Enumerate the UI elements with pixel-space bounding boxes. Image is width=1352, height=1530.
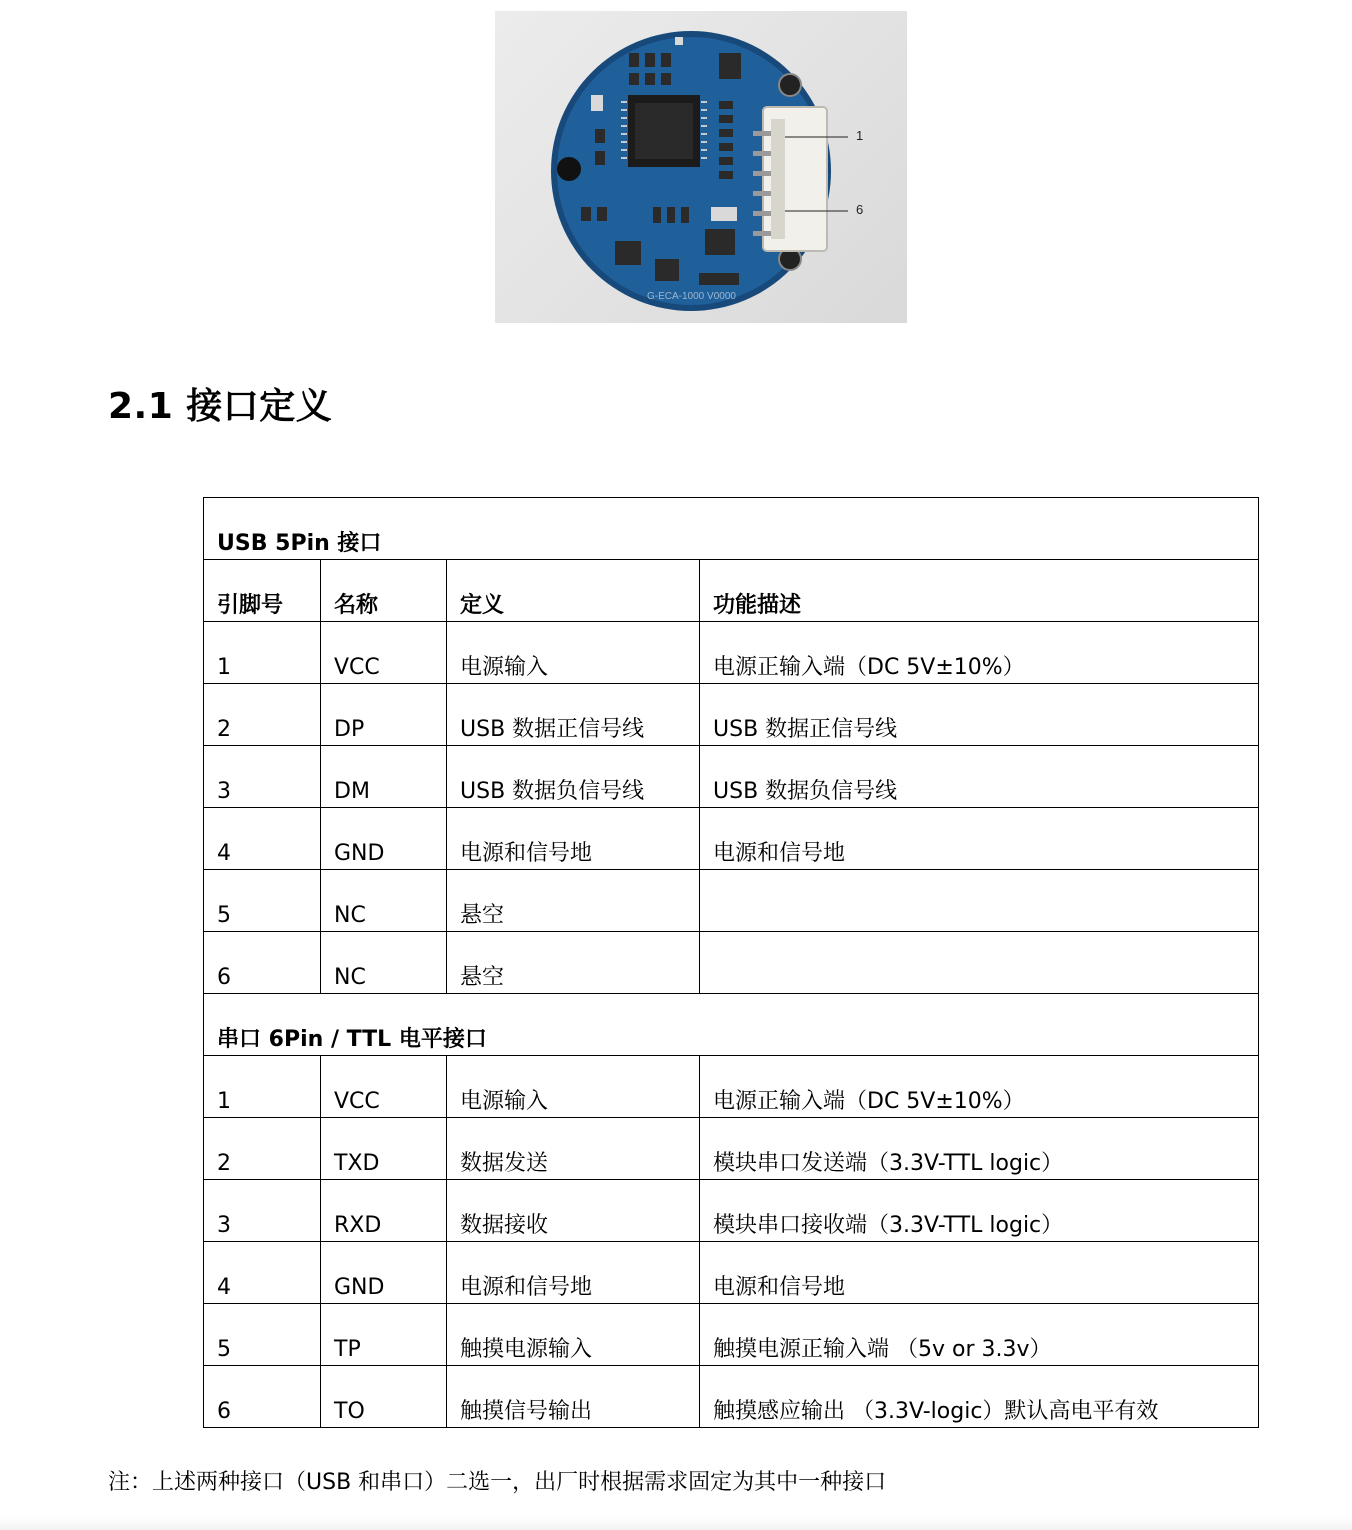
- pin-name: GND: [321, 808, 447, 870]
- pin-number: 2: [204, 1118, 321, 1180]
- header-description: 功能描述: [700, 560, 1259, 622]
- pin-name: NC: [321, 932, 447, 994]
- pin-name: NC: [321, 870, 447, 932]
- pin-definition: 悬空: [447, 932, 700, 994]
- pin-description: 触摸感应输出 （3.3V-logic）默认高电平有效: [700, 1366, 1259, 1428]
- pin-description: 模块串口接收端（3.3V-TTL logic）: [700, 1180, 1259, 1242]
- pin-description: [700, 932, 1259, 994]
- footnote: 注：上述两种接口（USB 和串口）二选一，出厂时根据需求固定为其中一种接口: [108, 1470, 887, 1495]
- usb-group-title: USB 5Pin 接口: [204, 498, 1259, 560]
- pin-number: 6: [204, 1366, 321, 1428]
- header-definition: 定义: [447, 560, 700, 622]
- interface-definition-table: [203, 497, 1259, 1428]
- table-header-row: [204, 560, 1259, 622]
- table-row: [204, 1304, 1259, 1366]
- table-row: [204, 1180, 1259, 1242]
- pin-definition: 电源和信号地: [447, 808, 700, 870]
- pin-number: 4: [204, 808, 321, 870]
- table-row: [204, 684, 1259, 746]
- pin-description: [700, 870, 1259, 932]
- pin-name: VCC: [321, 622, 447, 684]
- pin-definition: 数据发送: [447, 1118, 700, 1180]
- pin-number: 4: [204, 1242, 321, 1304]
- pin-name: DM: [321, 746, 447, 808]
- pin-description: 电源正输入端（DC 5V±10%）: [700, 1056, 1259, 1118]
- board-silkscreen: G-ECA-1000 V0000: [647, 291, 736, 302]
- pin-definition: 悬空: [447, 870, 700, 932]
- pin-name: DP: [321, 684, 447, 746]
- pin-description: 电源和信号地: [700, 1242, 1259, 1304]
- table-row: [204, 1242, 1259, 1304]
- pin-number: 5: [204, 1304, 321, 1366]
- table-row: [204, 932, 1259, 994]
- pin-number: 1: [204, 1056, 321, 1118]
- pin-description: USB 数据负信号线: [700, 746, 1259, 808]
- pin-name: RXD: [321, 1180, 447, 1242]
- page-bottom-shade: [0, 1516, 1352, 1530]
- pin-name: TP: [321, 1304, 447, 1366]
- table-row: [204, 1366, 1259, 1428]
- serial-group-title: 串口 6Pin / TTL 电平接口: [204, 994, 1259, 1056]
- header-pin-number: 引脚号: [204, 560, 321, 622]
- pin-definition: 电源输入: [447, 1056, 700, 1118]
- pin-definition: 触摸信号输出: [447, 1366, 700, 1428]
- pin-name: VCC: [321, 1056, 447, 1118]
- pin-definition: 电源输入: [447, 622, 700, 684]
- pin-number: 3: [204, 1180, 321, 1242]
- pin-number: 6: [204, 932, 321, 994]
- screw-top-right: [779, 74, 801, 96]
- table-row: [204, 622, 1259, 684]
- pin-definition: 触摸电源输入: [447, 1304, 700, 1366]
- pin-number: 5: [204, 870, 321, 932]
- section-title: 2.1 接口定义: [108, 386, 333, 427]
- pin-number: 2: [204, 684, 321, 746]
- pin-description: USB 数据正信号线: [700, 684, 1259, 746]
- pin-name: TXD: [321, 1118, 447, 1180]
- pin-definition: USB 数据负信号线: [447, 746, 700, 808]
- usb-group-row: [204, 498, 1259, 560]
- module-photo: [495, 11, 907, 323]
- table-row: [204, 1118, 1259, 1180]
- pin-description: 触摸电源正输入端 （5v or 3.3v）: [700, 1304, 1259, 1366]
- pcb-board-illustration: [495, 11, 907, 323]
- pin-definition: USB 数据正信号线: [447, 684, 700, 746]
- pin-number: 1: [204, 622, 321, 684]
- table-row: [204, 746, 1259, 808]
- pin-name: GND: [321, 1242, 447, 1304]
- table-row: [204, 1056, 1259, 1118]
- pin-number: 3: [204, 746, 321, 808]
- serial-group-row: [204, 994, 1259, 1056]
- pin-marker-6: 6: [856, 202, 864, 217]
- screw-hole-left: [557, 157, 581, 181]
- pin-marker-1: 1: [856, 128, 864, 143]
- pin-description: 电源和信号地: [700, 808, 1259, 870]
- pin-description: 电源正输入端（DC 5V±10%）: [700, 622, 1259, 684]
- pin-description: 模块串口发送端（3.3V-TTL logic）: [700, 1118, 1259, 1180]
- table-row: [204, 870, 1259, 932]
- pin-name: TO: [321, 1366, 447, 1428]
- table-row: [204, 808, 1259, 870]
- pin-definition: 数据接收: [447, 1180, 700, 1242]
- header-name: 名称: [321, 560, 447, 622]
- pin-definition: 电源和信号地: [447, 1242, 700, 1304]
